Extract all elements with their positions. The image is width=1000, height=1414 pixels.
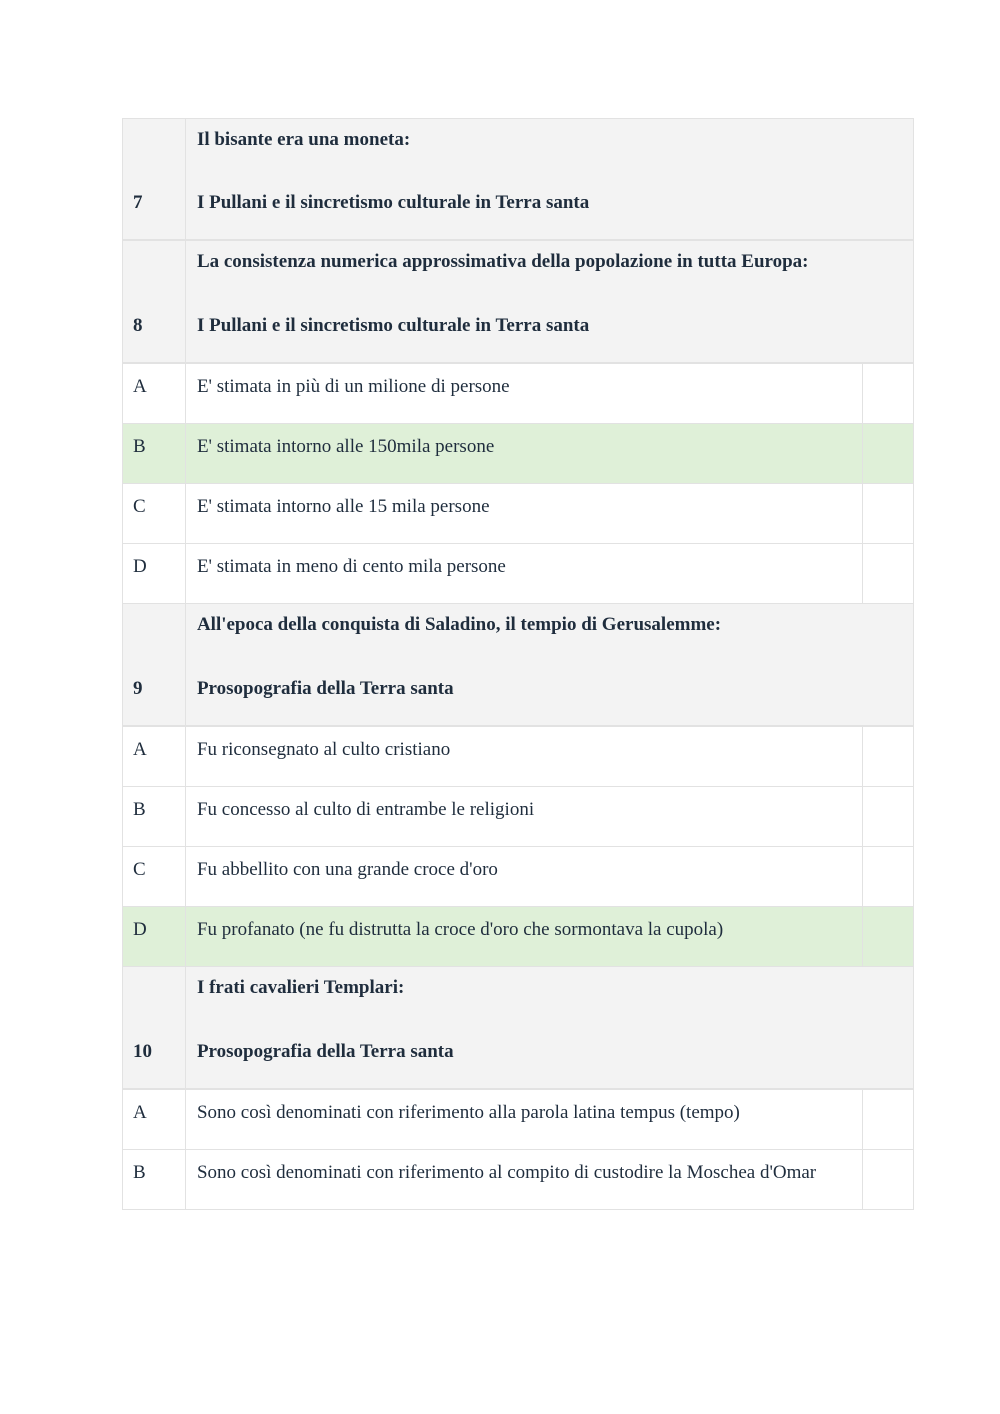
question-text-cell — [186, 967, 914, 1088]
answer-text: Sono così denominati con riferimento alla parola latina tempus (tempo) — [186, 1090, 863, 1149]
question-number-cell — [123, 241, 186, 362]
answer-row[interactable] — [123, 364, 914, 424]
answer-row[interactable] — [123, 544, 914, 604]
question-text: I frati cavalieri Templari: — [196, 977, 405, 998]
answer-mark-cell — [863, 364, 914, 423]
answer-letter: B — [123, 1150, 186, 1209]
question-row — [123, 604, 914, 727]
answer-row[interactable] — [123, 727, 914, 787]
answer-mark-cell — [863, 727, 914, 786]
question-text-cell — [186, 604, 914, 725]
answer-letter: D — [123, 544, 186, 603]
answer-row[interactable] — [123, 1090, 914, 1150]
question-text-cell — [186, 241, 914, 362]
answer-mark-cell — [863, 907, 914, 966]
answer-letter: A — [123, 364, 186, 423]
answer-text: Fu concesso al culto di entrambe le religioni — [186, 787, 863, 846]
answer-row[interactable] — [123, 847, 914, 907]
question-topic: I Pullani e il sincretismo culturale in Terra santa — [196, 192, 590, 213]
question-text: Il bisante era una moneta: — [196, 129, 411, 150]
question-number: 9 — [133, 678, 143, 699]
answer-letter: D — [123, 907, 186, 966]
answer-text: E' stimata in più di un milione di persone — [186, 364, 863, 423]
question-topic: Prosopografia della Terra santa — [196, 1041, 454, 1062]
answer-letter: C — [123, 484, 186, 543]
answer-row[interactable] — [123, 484, 914, 544]
answer-mark-cell — [863, 787, 914, 846]
quiz-table — [122, 118, 914, 1210]
answer-text: Fu abbellito con una grande croce d'oro — [186, 847, 863, 906]
answer-mark-cell — [863, 1150, 914, 1209]
answer-mark-cell — [863, 847, 914, 906]
answer-mark-cell — [863, 544, 914, 603]
question-number: 7 — [133, 192, 143, 213]
question-number: 10 — [133, 1041, 152, 1062]
question-topic: I Pullani e il sincretismo culturale in Terra santa — [196, 315, 590, 336]
answer-row-correct[interactable] — [123, 424, 914, 484]
answer-text: Sono così denominati con riferimento al compito di custodire la Moschea d'Omar — [186, 1150, 863, 1209]
question-number-cell — [123, 604, 186, 725]
question-row — [123, 241, 914, 364]
question-row — [123, 119, 914, 241]
answer-row[interactable] — [123, 1150, 914, 1210]
question-row — [123, 967, 914, 1090]
question-text: All'epoca della conquista di Saladino, il tempio di Gerusalemme: — [196, 614, 722, 635]
answer-row[interactable] — [123, 787, 914, 847]
question-text: La consistenza numerica approssimativa della popolazione in tutta Europa: — [196, 251, 809, 272]
question-topic: Prosopografia della Terra santa — [196, 678, 454, 699]
answer-text: Fu profanato (ne fu distrutta la croce d'oro che sormontava la cupola) — [186, 907, 863, 966]
answer-letter: B — [123, 787, 186, 846]
question-number: 8 — [133, 315, 143, 336]
answer-mark-cell — [863, 424, 914, 483]
answer-letter: A — [123, 1090, 186, 1149]
answer-mark-cell — [863, 484, 914, 543]
answer-text: E' stimata intorno alle 150mila persone — [186, 424, 863, 483]
answer-text: E' stimata intorno alle 15 mila persone — [186, 484, 863, 543]
answer-row-correct[interactable] — [123, 907, 914, 967]
answer-letter: C — [123, 847, 186, 906]
question-text-cell — [186, 119, 914, 239]
answer-text: Fu riconsegnato al culto cristiano — [186, 727, 863, 786]
answer-mark-cell — [863, 1090, 914, 1149]
answer-letter: B — [123, 424, 186, 483]
question-number-cell — [123, 119, 186, 239]
question-number-cell — [123, 967, 186, 1088]
answer-text: E' stimata in meno di cento mila persone — [186, 544, 863, 603]
answer-letter: A — [123, 727, 186, 786]
